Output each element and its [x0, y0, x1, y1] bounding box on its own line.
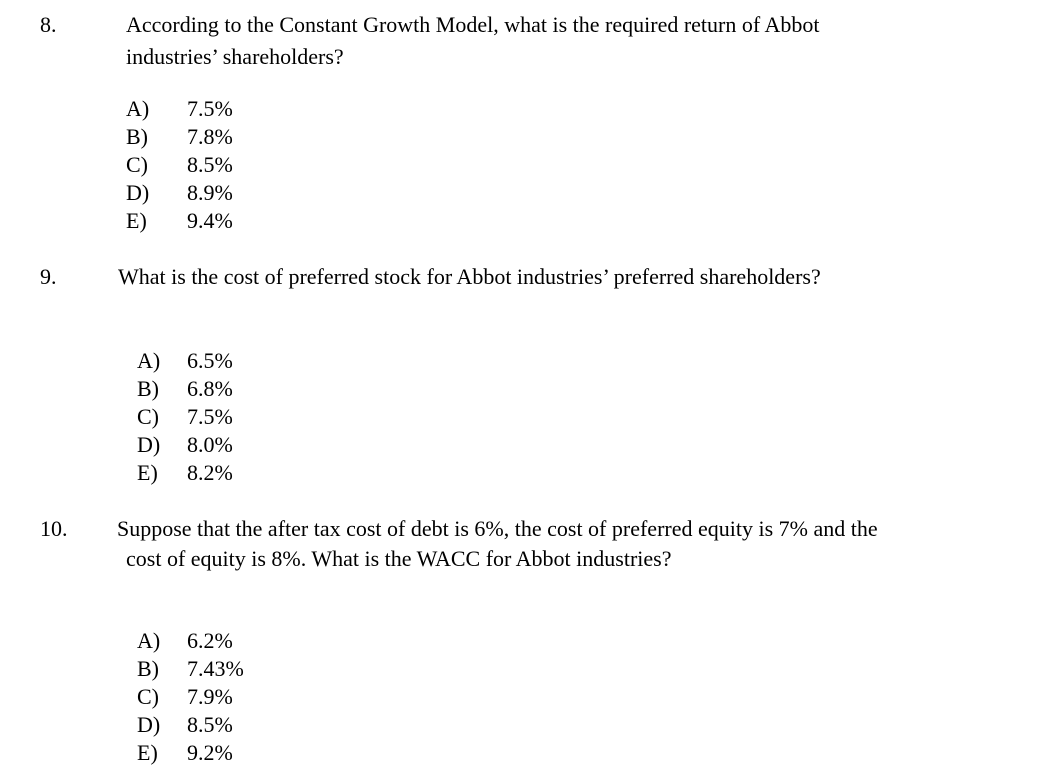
question-number: 8.	[40, 12, 57, 37]
question-number: 9.	[40, 264, 57, 289]
question-text-line: Suppose that the after tax cost of debt is 6%, the cost of preferred equity is 7% and the	[117, 516, 878, 541]
option-value: 8.0%	[187, 432, 233, 457]
option-value: 8.2%	[187, 460, 233, 485]
question-number: 10.	[40, 516, 68, 541]
option-value: 7.9%	[187, 684, 233, 709]
option-value: 6.2%	[187, 628, 233, 653]
option-value: 8.9%	[187, 180, 233, 205]
question-text-line: cost of equity is 8%. What is the WACC for Abbot industries?	[126, 546, 672, 571]
option-letter: E)	[126, 208, 147, 233]
option-letter: B)	[126, 124, 148, 149]
option-value: 8.5%	[187, 152, 233, 177]
option-letter: E)	[137, 460, 158, 485]
question-text-line: industries’ shareholders?	[126, 44, 344, 69]
option-letter: C)	[137, 684, 159, 709]
option-letter: B)	[137, 376, 159, 401]
option-value: 7.5%	[187, 96, 233, 121]
option-letter: B)	[137, 656, 159, 681]
option-letter: A)	[137, 348, 161, 373]
option-letter: C)	[126, 152, 148, 177]
option-value: 7.8%	[187, 124, 233, 149]
option-letter: D)	[137, 712, 161, 737]
option-value: 9.2%	[187, 740, 233, 765]
option-value: 8.5%	[187, 712, 233, 737]
option-value: 6.8%	[187, 376, 233, 401]
option-letter: A)	[137, 628, 161, 653]
question-text-line: According to the Constant Growth Model, what is the required return of Abbot	[126, 12, 820, 37]
question-text-line: What is the cost of preferred stock for Abbot industries’ preferred shareholders?	[118, 264, 821, 289]
option-letter: C)	[137, 404, 159, 429]
option-value: 7.43%	[187, 656, 244, 681]
option-letter: A)	[126, 96, 150, 121]
option-value: 6.5%	[187, 348, 233, 373]
option-value: 7.5%	[187, 404, 233, 429]
option-letter: E)	[137, 740, 158, 765]
option-letter: D)	[137, 432, 161, 457]
option-value: 9.4%	[187, 208, 233, 233]
option-letter: D)	[126, 180, 150, 205]
